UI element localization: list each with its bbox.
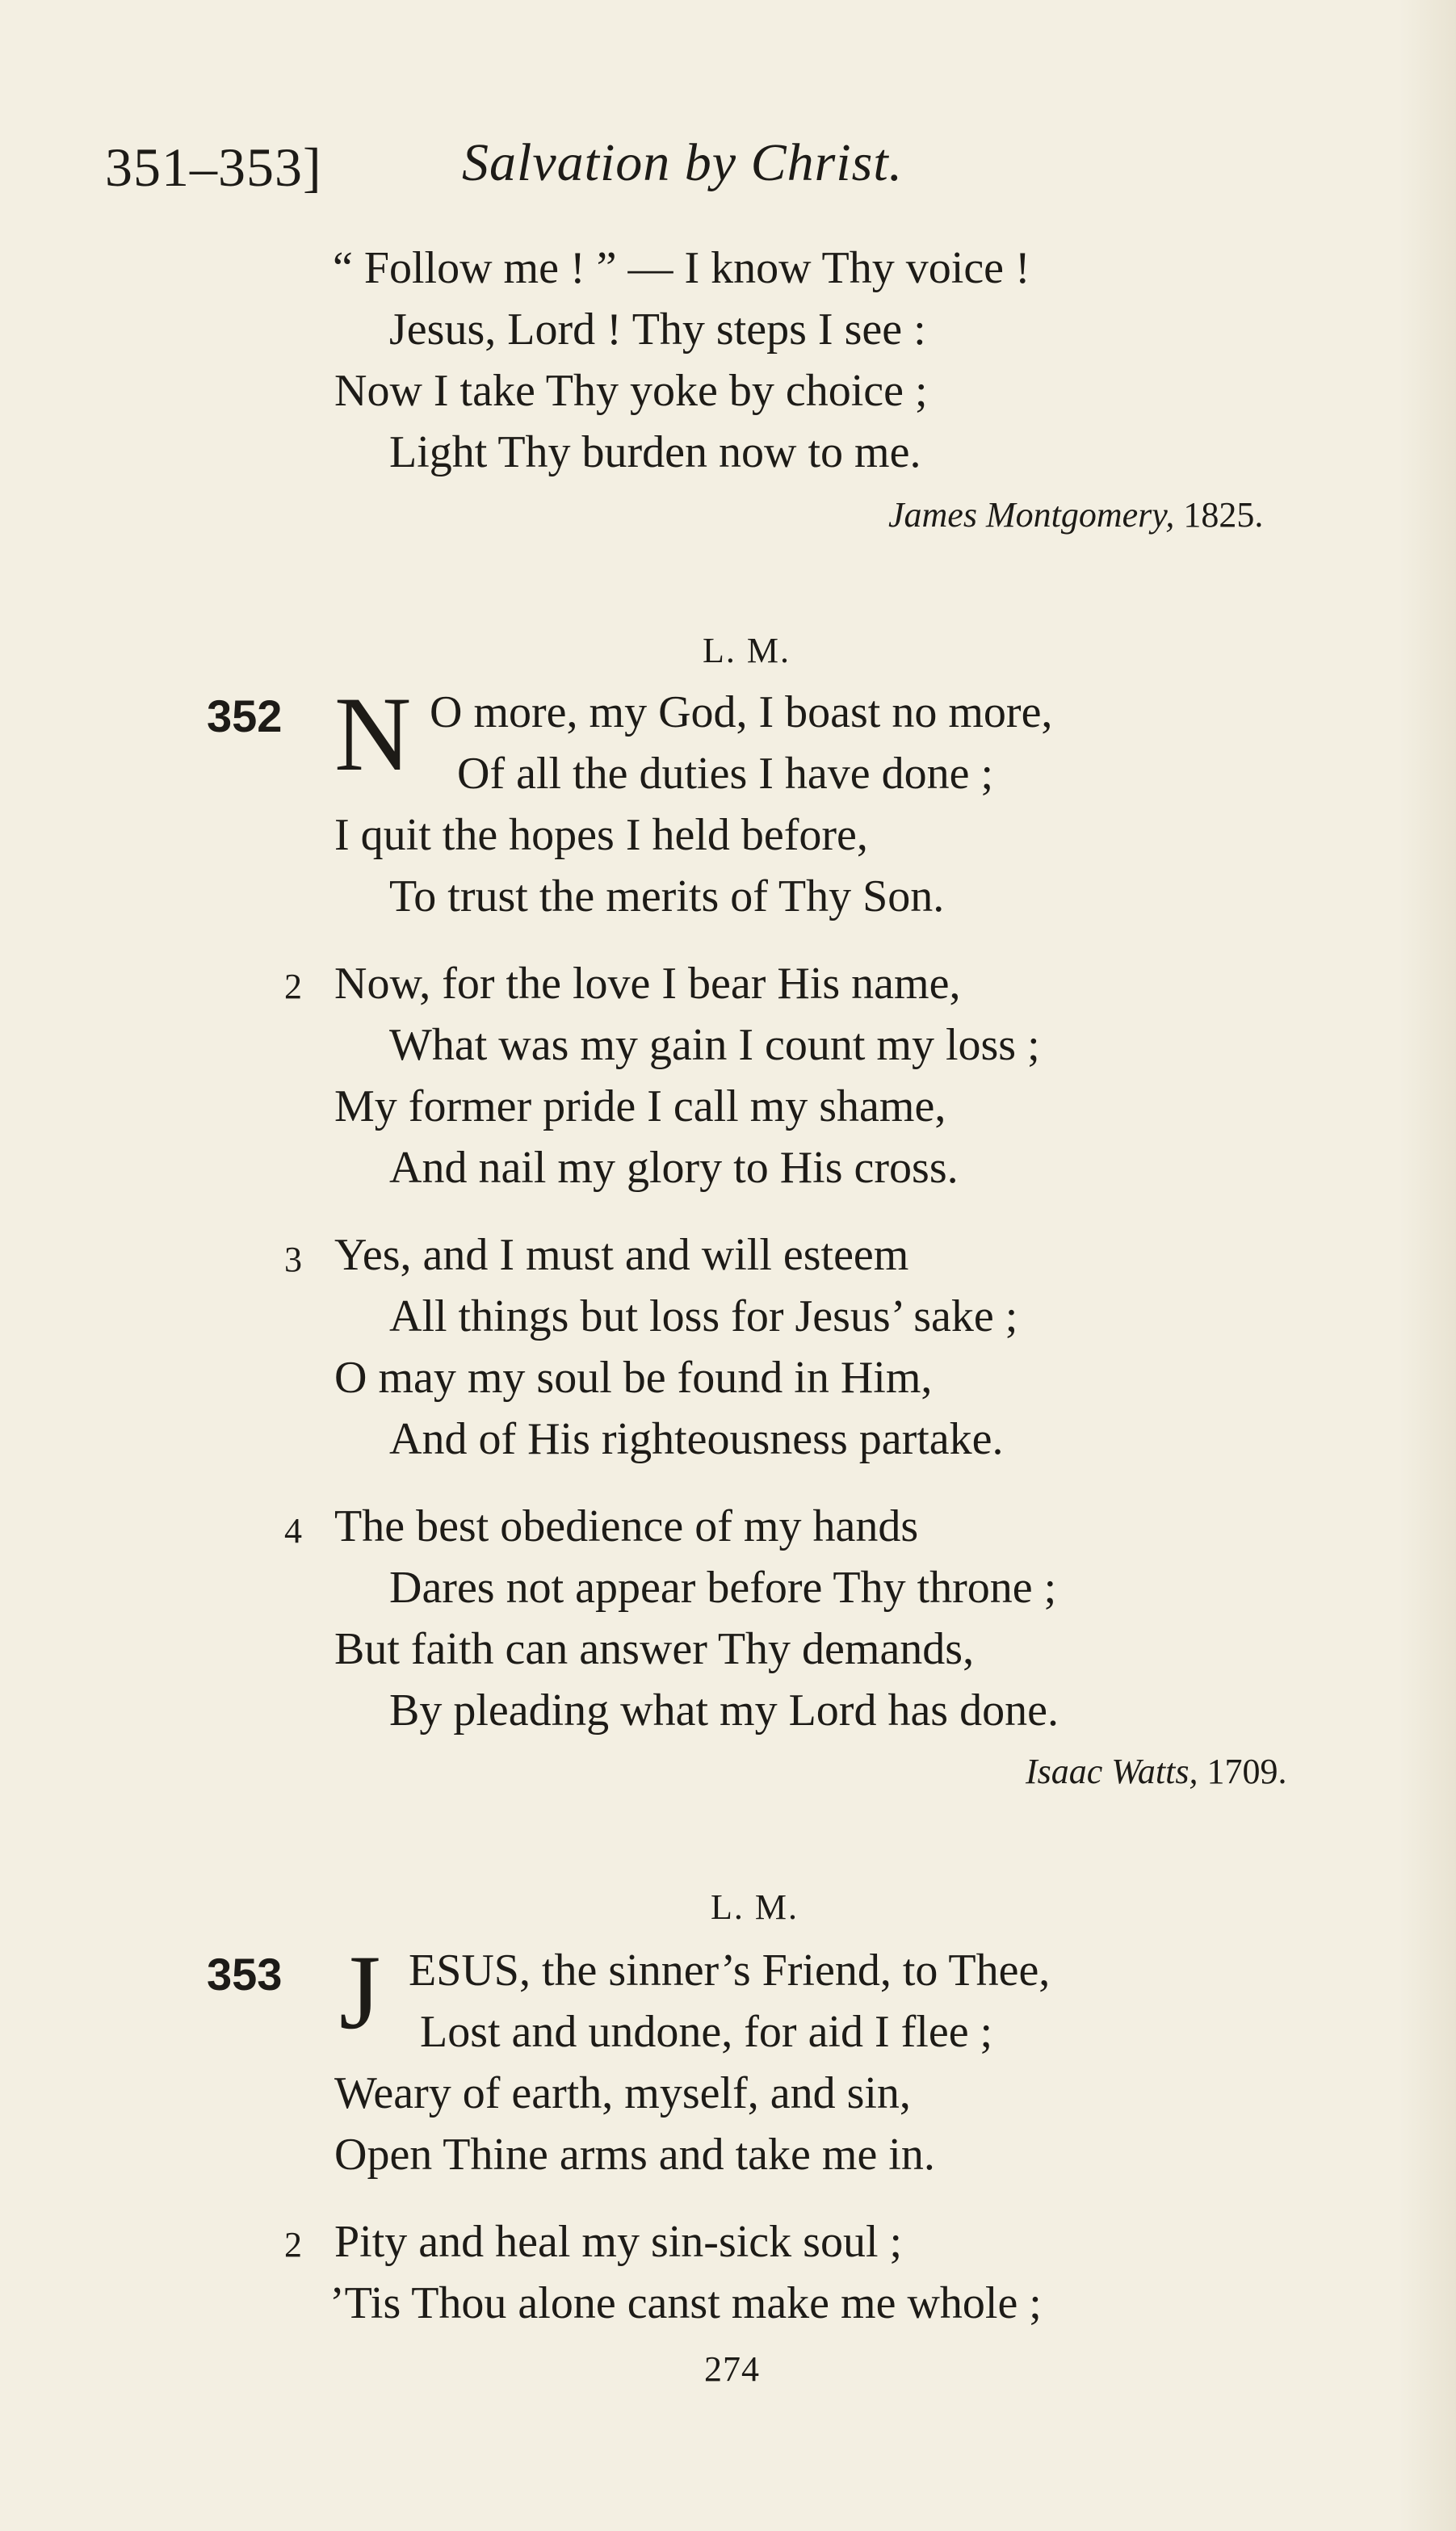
hymn352-attribution <box>1026 1751 1287 1792</box>
hymn352-number: 352 <box>207 690 283 741</box>
hymn352-meter: L. M. <box>703 631 791 670</box>
hymn352-v3-line-3: O may my soul be found in Him, <box>334 1353 933 1403</box>
hymn351-year: 1825. <box>1183 495 1264 535</box>
hymn352-author: Isaac Watts, <box>1026 1752 1198 1791</box>
hymn352-verse-number-3: 3 <box>284 1240 302 1279</box>
hymn353-dropcap: J <box>339 1933 381 2051</box>
hymn353-v1-line-4: Open Thine arms and take me in. <box>334 2130 935 2180</box>
hymn352-v2-line-4: And nail my glory to His cross. <box>389 1143 959 1193</box>
hymn352-year: 1709. <box>1206 1752 1287 1791</box>
hymn352-verse-number-4: 4 <box>284 1511 302 1551</box>
hymn353-meter: L. M. <box>711 1887 799 1927</box>
hymn352-v2-line-1: Now, for the love I bear His name, <box>334 959 961 1009</box>
hymn352-v1-line-4: To trust the merits of Thy Son. <box>389 871 945 921</box>
hymn351-line-1: “ Follow me ! ” — I know Thy voice ! <box>333 243 1030 293</box>
hymn351-line-2: Jesus, Lord ! Thy steps I see : <box>389 304 926 355</box>
hymn351-line-3: Now I take Thy yoke by choice ; <box>334 366 928 416</box>
page-number: 274 <box>704 2349 760 2389</box>
header-hymn-range: 351–353] <box>105 136 322 198</box>
page-edge-shadow <box>1399 0 1456 2531</box>
hymn352-v1-line-2: Of all the duties I have done ; <box>457 749 994 799</box>
header-section-title: Salvation by Christ. <box>462 133 904 192</box>
hymn352-v2-line-2: What was my gain I count my loss ; <box>389 1020 1040 1070</box>
hymn353-v2-line-2: ’Tis Thou alone canst make me whole ; <box>329 2278 1042 2328</box>
hymn351-attribution <box>888 494 1263 535</box>
hymn353-v2-line-1: Pity and heal my sin-sick soul ; <box>334 2217 903 2267</box>
hymn352-v3-line-2: All things but loss for Jesus’ sake ; <box>389 1291 1018 1341</box>
hymn351-author: James Montgomery, <box>888 495 1175 535</box>
hymn352-v4-line-1: The best obedience of my hands <box>334 1501 919 1551</box>
hymn353-v1-line-1: ESUS, the sinner’s Friend, to Thee, <box>409 1945 1051 1996</box>
hymn352-v1-line-1: O more, my God, I boast no more, <box>430 687 1053 737</box>
hymn351-line-4: Light Thy burden now to me. <box>389 427 921 477</box>
hymn352-verse-number-2: 2 <box>284 967 302 1006</box>
hymn352-v4-line-3: But faith can answer Thy demands, <box>334 1624 975 1674</box>
hymn352-v3-line-1: Yes, and I must and will esteem <box>334 1230 909 1280</box>
hymn353-number: 353 <box>207 1949 283 2000</box>
hymn352-v4-line-4: By pleading what my Lord has done. <box>389 1685 1059 1736</box>
hymn353-v1-line-3: Weary of earth, myself, and sin, <box>334 2068 911 2118</box>
hymn352-dropcap: N <box>334 674 412 793</box>
hymn352-v1-line-3: I quit the hopes I held before, <box>334 810 868 860</box>
hymn353-v1-line-2: Lost and undone, for aid I flee ; <box>420 2007 993 2057</box>
hymn352-v2-line-3: My former pride I call my shame, <box>334 1081 946 1131</box>
hymn353-verse-number-2: 2 <box>284 2225 302 2264</box>
hymn352-v4-line-2: Dares not appear before Thy throne ; <box>389 1563 1057 1613</box>
hymn352-v3-line-4: And of His righteousness partake. <box>389 1414 1004 1464</box>
